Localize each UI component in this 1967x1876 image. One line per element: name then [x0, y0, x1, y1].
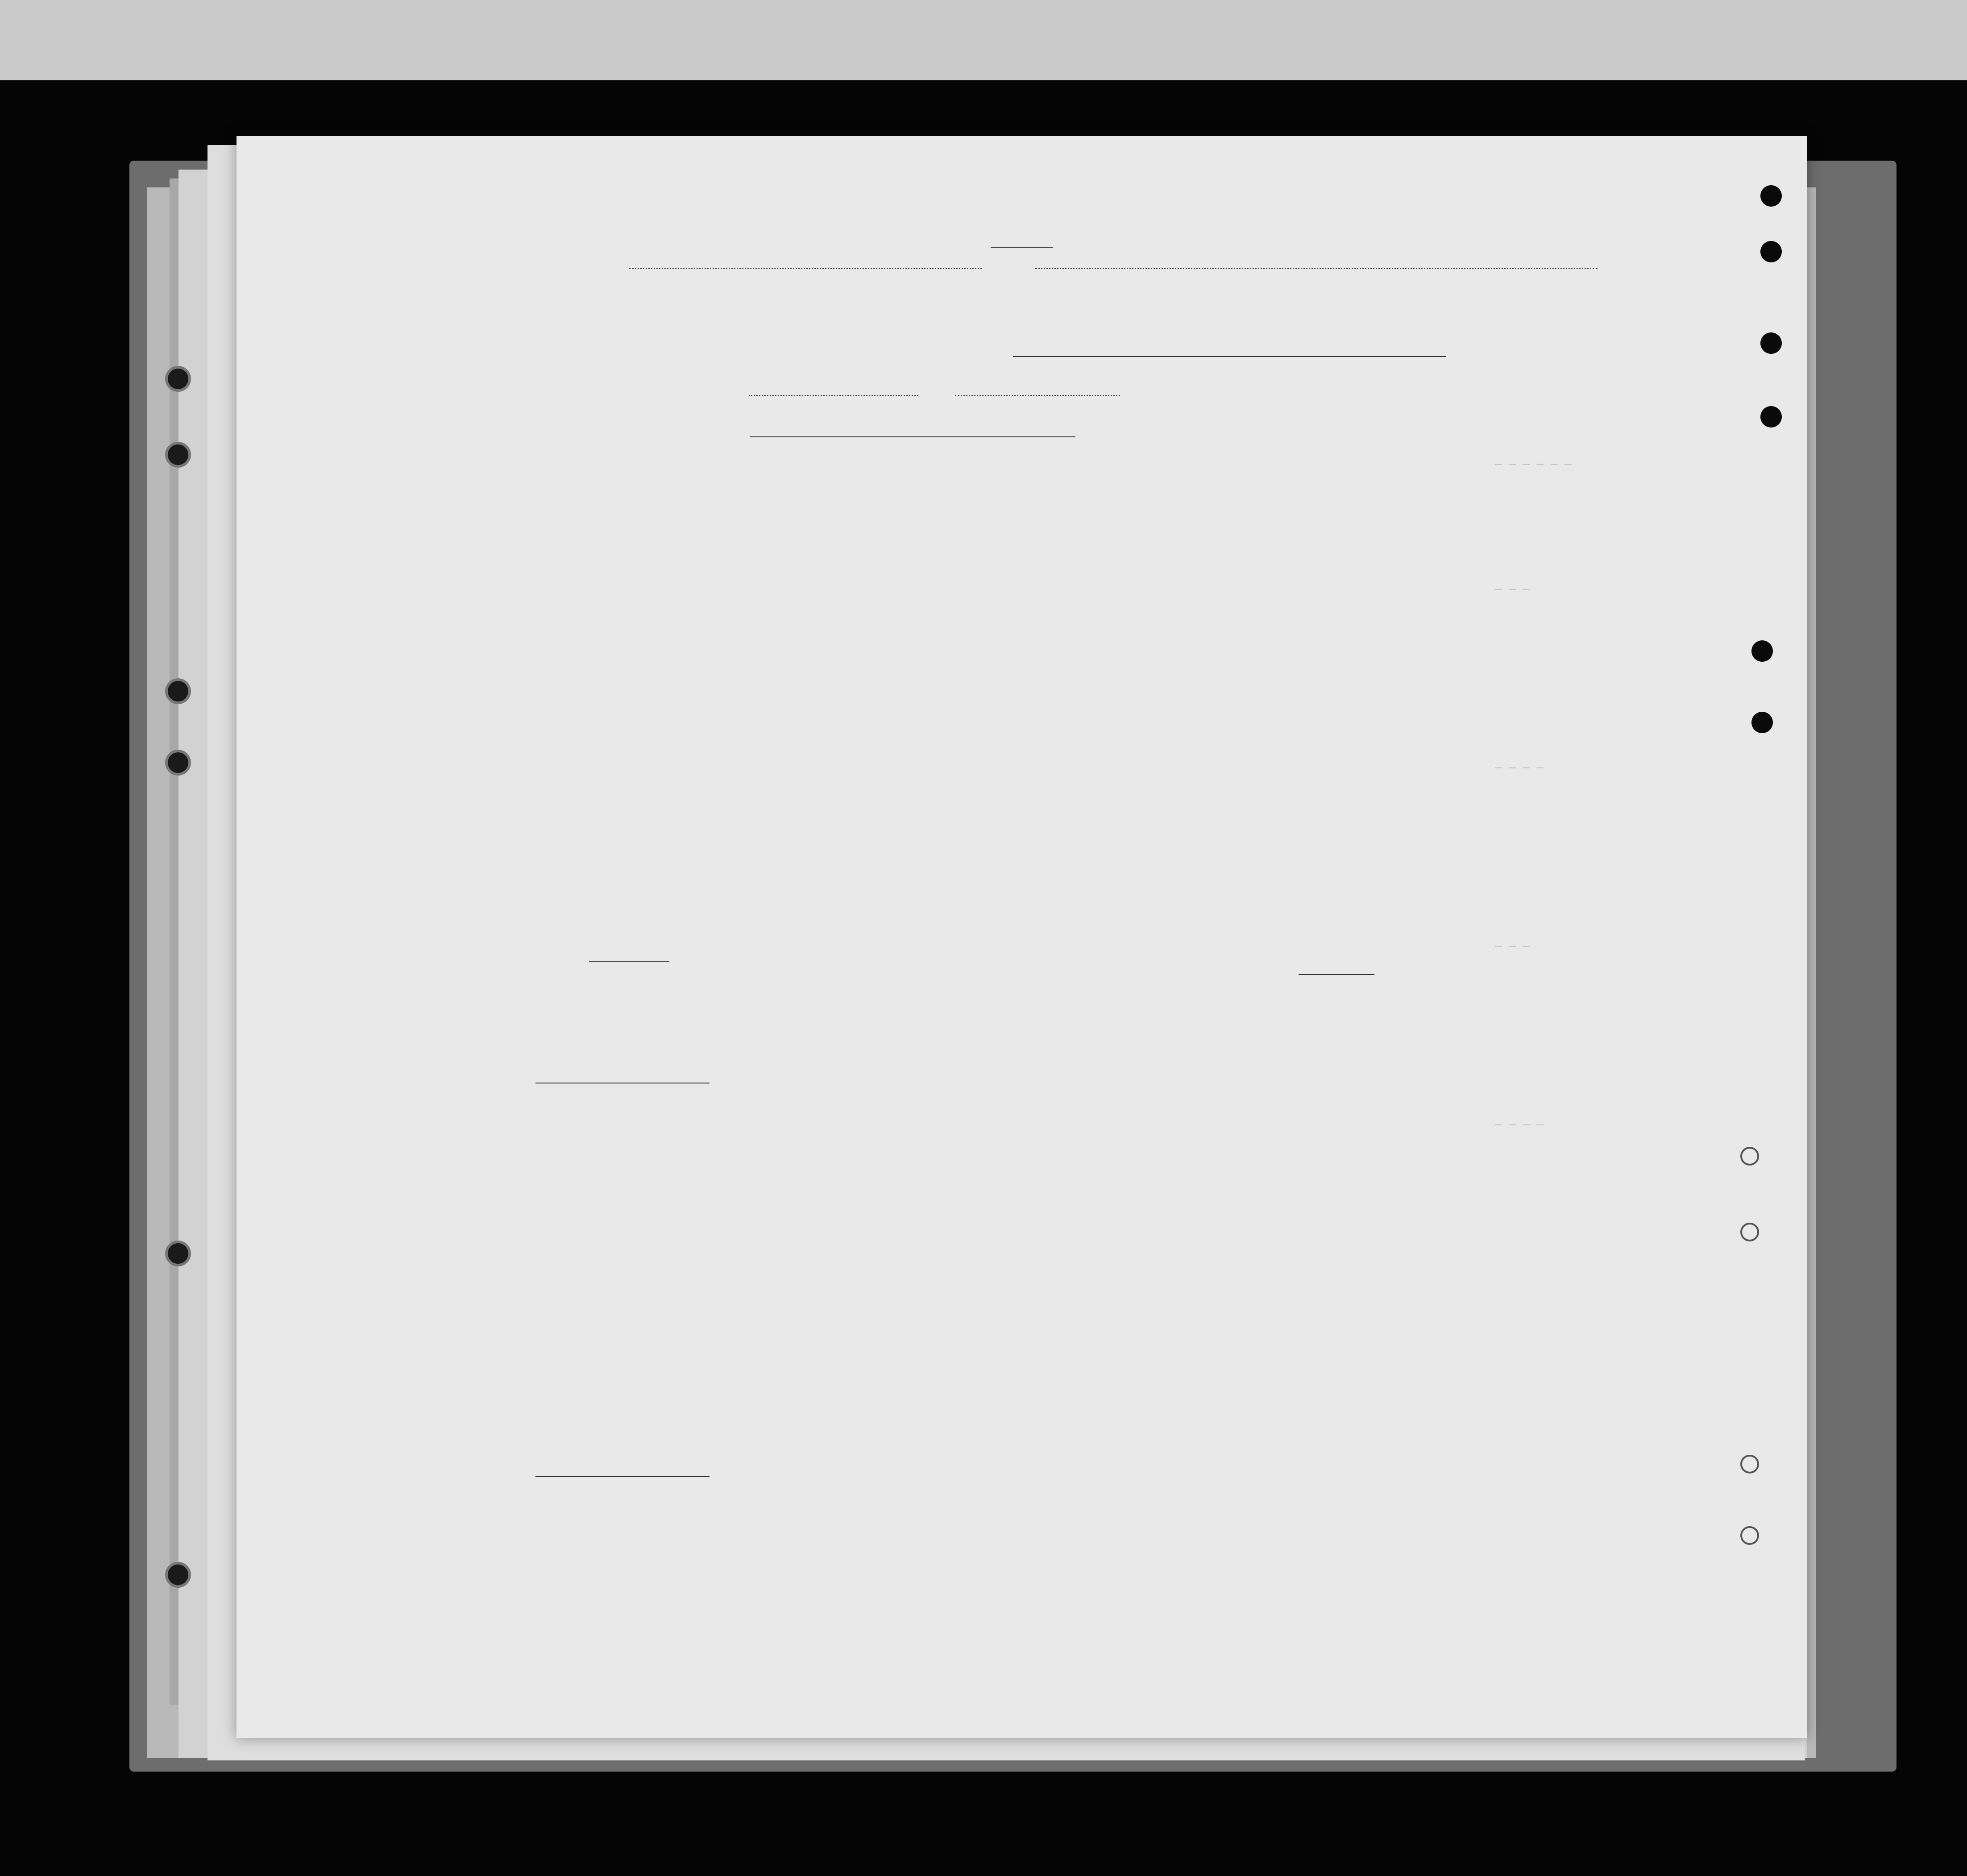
signature-line[interactable] [1013, 356, 1446, 357]
sworn-day-field[interactable] [749, 395, 918, 396]
divider [1299, 974, 1374, 975]
binder-hole [165, 366, 191, 392]
bleed-through: — — — [1495, 582, 1530, 596]
binder-hole [165, 1241, 191, 1266]
binder-hole [1740, 1455, 1759, 1473]
bleed-through: — — — [1495, 939, 1530, 953]
binder-hole [165, 442, 191, 468]
bleed-through: — — — — [1495, 1118, 1544, 1131]
inspector-signature-line[interactable] [750, 436, 1075, 437]
bleed-through: — — — — — — [1495, 457, 1572, 471]
vessel-name-field[interactable] [1035, 268, 1598, 269]
divider [589, 961, 669, 962]
scan-border [0, 0, 1967, 80]
binder-hole [1760, 406, 1782, 427]
master-name-field[interactable] [629, 268, 982, 269]
divider [535, 1476, 710, 1477]
binder-hole [1760, 185, 1782, 207]
binder-hole [1751, 712, 1773, 733]
bleed-through: — — — — [1495, 761, 1544, 774]
binder-hole [165, 678, 191, 704]
binder-hole [165, 750, 191, 776]
sworn-month-field[interactable] [955, 395, 1120, 396]
binder-hole [1751, 640, 1773, 662]
divider [991, 247, 1053, 248]
binder-hole [1740, 1147, 1759, 1166]
manifest-page [237, 136, 1807, 1738]
binder-hole [165, 1562, 191, 1588]
binder-hole [1760, 332, 1782, 354]
binder-hole [1740, 1526, 1759, 1545]
binder-hole [1760, 241, 1782, 262]
binder-hole [1740, 1223, 1759, 1241]
